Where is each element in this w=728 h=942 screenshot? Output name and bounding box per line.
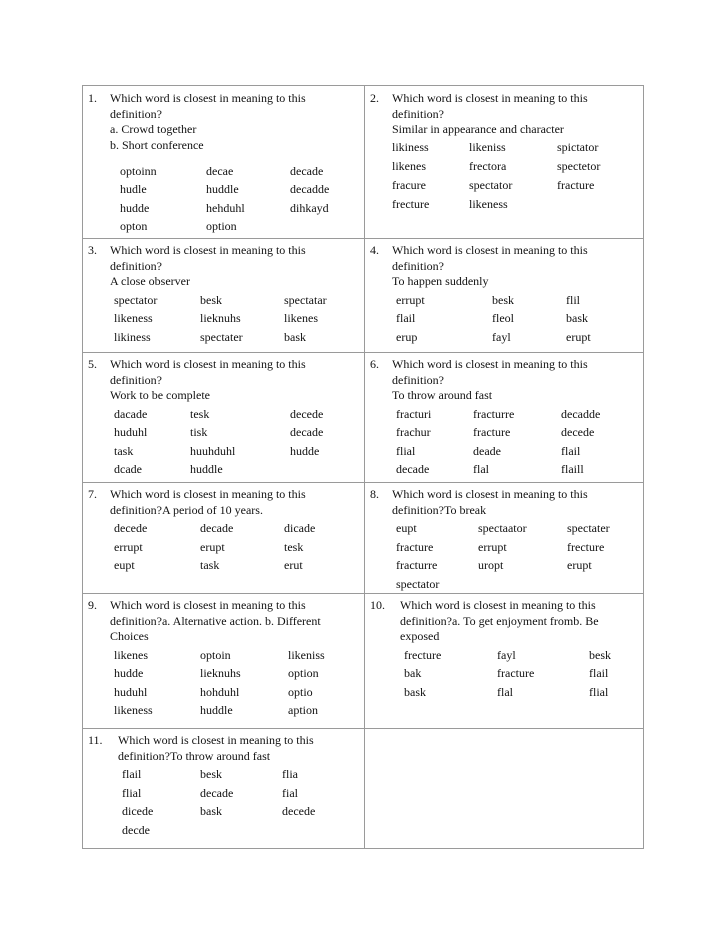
worksheet: [82, 85, 643, 850]
word-option: task: [200, 558, 220, 572]
word-option: flail: [561, 443, 581, 458]
word-option: tesk: [190, 406, 210, 421]
prompt-line: definition?: [392, 106, 444, 121]
word-option: besk: [589, 647, 611, 662]
word-option: spectaator: [478, 521, 527, 535]
word-option: decae: [206, 164, 234, 178]
prompt-line: definition?A period of 10 years.: [110, 502, 263, 517]
prompt-line: definition?To break: [392, 502, 487, 517]
word-option: [478, 575, 567, 594]
prompt-line: Which word is closest in meaning to this: [392, 91, 588, 105]
word-option: hudle: [120, 182, 147, 197]
word-option: flal: [497, 684, 513, 699]
word-choices: [122, 765, 362, 839]
word-option: eupt: [114, 558, 135, 572]
word-option: decede: [561, 425, 595, 439]
word-choices: [392, 138, 639, 214]
question: [365, 91, 643, 214]
word-option: flial: [589, 684, 609, 699]
definition-line: Work to be complete: [110, 388, 211, 402]
word-option: task: [114, 443, 134, 458]
word-option: spectater: [200, 329, 243, 344]
word-option: hudde: [114, 666, 144, 680]
question: [83, 91, 364, 235]
word-option: fayl: [497, 647, 516, 662]
word-option: fracturre: [473, 406, 515, 421]
word-option: fracture: [557, 177, 595, 192]
word-option: errupt: [478, 539, 507, 554]
question: [83, 598, 364, 720]
word-option: flil: [566, 292, 580, 307]
word-option: [282, 821, 362, 840]
word-option: besk: [200, 767, 222, 781]
question-cell-6: [365, 353, 644, 483]
word-option: optoinn: [120, 164, 157, 178]
word-option: decadde: [561, 406, 601, 421]
word-option: flial: [396, 443, 416, 458]
word-option: decadde: [290, 182, 330, 197]
word-option: huddle: [206, 182, 239, 197]
question-number: 7.: [88, 487, 97, 501]
word-option: dicade: [284, 521, 316, 535]
word-option: hudde: [290, 443, 320, 458]
question-text: [392, 487, 651, 593]
word-option: spictator: [557, 139, 599, 154]
word-choices: [114, 519, 364, 575]
definition-line: Similar in appearance and character: [392, 122, 564, 136]
question: [83, 487, 364, 575]
definition-line: To throw around fast: [392, 388, 493, 402]
word-option: tesk: [284, 539, 304, 554]
question-cell-10: [365, 594, 644, 729]
word-option: spectater: [567, 521, 610, 535]
definition-line: A close observer: [110, 274, 190, 288]
word-option: likeniss: [469, 139, 506, 154]
prompt-line: definition?: [392, 258, 444, 273]
question: [365, 598, 643, 701]
word-option: likeness: [114, 703, 153, 717]
word-option: eupt: [396, 521, 417, 535]
prompt-line: Which word is closest in meaning to this: [110, 357, 306, 371]
question-cell-3: [83, 239, 365, 353]
word-option: erupt: [567, 558, 592, 572]
question-cell-1: [83, 86, 365, 239]
question-number: 3.: [88, 243, 97, 257]
word-option: [200, 821, 282, 840]
prompt-line: Which word is closest in meaning to this: [110, 487, 306, 501]
word-choices: [396, 405, 641, 479]
word-option: likenes: [114, 647, 148, 662]
prompt-line: Which word is closest in meaning to this: [110, 598, 306, 612]
word-option: spectatar: [284, 292, 327, 307]
word-option: huduhl: [114, 684, 148, 699]
word-option: frecture: [567, 539, 605, 554]
question-cell-2: [365, 86, 644, 239]
word-option: hehduhl: [206, 200, 245, 215]
word-option: optio: [288, 684, 313, 699]
word-option: dcade: [114, 462, 142, 476]
word-option: spectator: [469, 177, 513, 192]
word-option: decade: [200, 785, 234, 800]
question-text: [118, 733, 366, 839]
word-option: dicede: [122, 804, 154, 818]
word-option: frectora: [469, 158, 507, 173]
word-option: spectator: [114, 292, 158, 307]
word-option: option: [288, 666, 319, 680]
word-option: uropt: [478, 558, 504, 572]
word-option: fracturre: [396, 558, 438, 572]
word-choices: [114, 405, 370, 479]
word-option: bak: [404, 666, 422, 680]
word-choices: [396, 291, 646, 347]
question-number: 6.: [370, 357, 379, 371]
question-number: 11.: [88, 733, 103, 747]
prompt-line: definition?To throw around fast: [118, 748, 271, 763]
prompt-line: definition?: [110, 258, 162, 273]
word-option: [557, 195, 637, 214]
question-text: [110, 243, 368, 346]
word-option: erupt: [566, 329, 591, 344]
definition-line: To happen suddenly: [392, 274, 489, 288]
word-option: likiness: [392, 139, 429, 154]
word-option: erup: [396, 329, 418, 344]
question-number: 8.: [370, 487, 379, 501]
word-option: dacade: [114, 406, 148, 421]
word-option: [567, 575, 647, 594]
question-text: [392, 357, 645, 479]
word-option: flal: [473, 462, 489, 476]
question-number: 9.: [88, 598, 97, 612]
definition-line: Choices: [110, 629, 149, 643]
word-option: decde: [122, 822, 150, 837]
question: [365, 243, 643, 346]
word-option: flia: [282, 767, 298, 781]
word-option: huduhl: [114, 425, 148, 439]
word-choices: [114, 646, 368, 720]
word-option: decede: [290, 406, 324, 421]
word-option: decede: [114, 521, 148, 535]
word-option: fracture: [473, 425, 511, 439]
question-text: [392, 243, 650, 346]
prompt-line: Which word is closest in meaning to this: [400, 598, 596, 612]
word-option: decade: [290, 425, 324, 439]
prompt-line: definition?: [110, 106, 162, 121]
question-text: [110, 91, 374, 235]
word-option: hohduhl: [200, 684, 240, 699]
prompt-line: Which word is closest in meaning to this: [392, 487, 588, 501]
word-option: fracture: [497, 666, 535, 680]
word-option: decade: [200, 521, 234, 535]
word-option: fracure: [392, 177, 426, 192]
word-option: fayl: [492, 329, 511, 344]
word-option: flaill: [561, 462, 584, 476]
question-grid: [82, 85, 644, 849]
word-option: erut: [284, 558, 303, 572]
prompt-line: definition?a. Alternative action. b. Different: [110, 613, 321, 628]
word-choices: [404, 646, 669, 702]
word-option: option: [206, 218, 237, 233]
question-number: 2.: [370, 91, 379, 105]
word-option: fracture: [396, 539, 434, 554]
prompt-line: Which word is closest in meaning to this: [392, 243, 588, 257]
word-option: huddle: [200, 703, 233, 717]
word-option: decede: [282, 804, 316, 818]
question: [83, 733, 364, 839]
word-option: [290, 217, 370, 235]
word-option: spectetor: [557, 158, 601, 173]
word-option: bask: [404, 684, 426, 699]
prompt-line: definition?: [392, 372, 444, 387]
word-option: likenes: [392, 158, 426, 173]
word-option: flail: [589, 666, 609, 680]
word-option: decade: [290, 164, 324, 178]
question-cell-4: [365, 239, 644, 353]
word-option: bask: [566, 311, 588, 325]
word-option: errupt: [396, 292, 425, 307]
word-option: [290, 460, 370, 479]
word-option: hudde: [120, 200, 150, 215]
word-option: flail: [396, 311, 416, 325]
prompt-line: definition?: [110, 372, 162, 387]
word-option: errupt: [114, 539, 143, 554]
word-choices: [114, 291, 364, 347]
prompt-line: Which word is closest in meaning to this: [118, 733, 314, 747]
question: [83, 357, 364, 479]
word-option: likeniss: [288, 647, 325, 662]
question-number: 10.: [370, 598, 385, 612]
word-option: bask: [200, 804, 222, 818]
empty-cell: [365, 729, 644, 849]
word-option: frecture: [392, 196, 430, 211]
definition-line: a. Crowd together: [110, 122, 197, 136]
question-text: [392, 91, 643, 214]
word-choices: [120, 162, 370, 235]
word-option: tisk: [190, 425, 208, 439]
word-option: aption: [288, 703, 318, 717]
question-cell-8: [365, 483, 644, 594]
prompt-line: Which word is closest in meaning to this: [110, 243, 306, 257]
word-option: fleol: [492, 311, 514, 325]
word-option: bask: [284, 329, 306, 344]
question-text: [400, 598, 673, 701]
word-option: besk: [200, 292, 222, 307]
word-option: flail: [122, 767, 142, 781]
word-option: likiness: [114, 329, 151, 344]
question: [83, 243, 364, 346]
question-cell-7: [83, 483, 365, 594]
word-option: fracturi: [396, 406, 432, 421]
question-number: 4.: [370, 243, 379, 257]
word-option: opton: [120, 218, 148, 233]
question-text: [110, 598, 372, 720]
question: [365, 357, 643, 479]
definition-line: exposed: [400, 629, 440, 643]
word-option: lieknuhs: [200, 311, 241, 325]
word-option: fial: [282, 785, 298, 800]
word-option: frecture: [404, 647, 442, 662]
word-option: flial: [122, 785, 142, 800]
word-choices: [396, 519, 647, 593]
prompt-line: Which word is closest in meaning to this: [110, 91, 306, 105]
question: [365, 487, 643, 593]
question-text: [110, 357, 374, 479]
question-number: 1.: [88, 91, 97, 105]
word-option: deade: [473, 443, 501, 458]
word-option: frachur: [396, 425, 431, 439]
word-option: spectator: [396, 576, 440, 591]
prompt-line: definition?a. To get enjoyment fromb. Be: [400, 613, 599, 628]
question-number: 5.: [88, 357, 97, 371]
word-option: lieknuhs: [200, 666, 241, 680]
word-option: huddle: [190, 462, 223, 476]
word-option: optoin: [200, 647, 231, 662]
word-option: besk: [492, 292, 514, 307]
word-option: likenes: [284, 311, 318, 325]
question-cell-5: [83, 353, 365, 483]
word-option: decade: [396, 462, 430, 476]
prompt-line: Which word is closest in meaning to this: [392, 357, 588, 371]
question-text: [110, 487, 368, 575]
word-option: huuhduhl: [190, 443, 236, 458]
question-cell-11: [83, 729, 365, 849]
word-option: dihkayd: [290, 200, 329, 215]
word-option: likeness: [469, 196, 508, 211]
question-cell-9: [83, 594, 365, 729]
word-option: erupt: [200, 539, 225, 554]
word-option: likeness: [114, 311, 153, 325]
definition-line: b. Short conference: [110, 137, 204, 152]
